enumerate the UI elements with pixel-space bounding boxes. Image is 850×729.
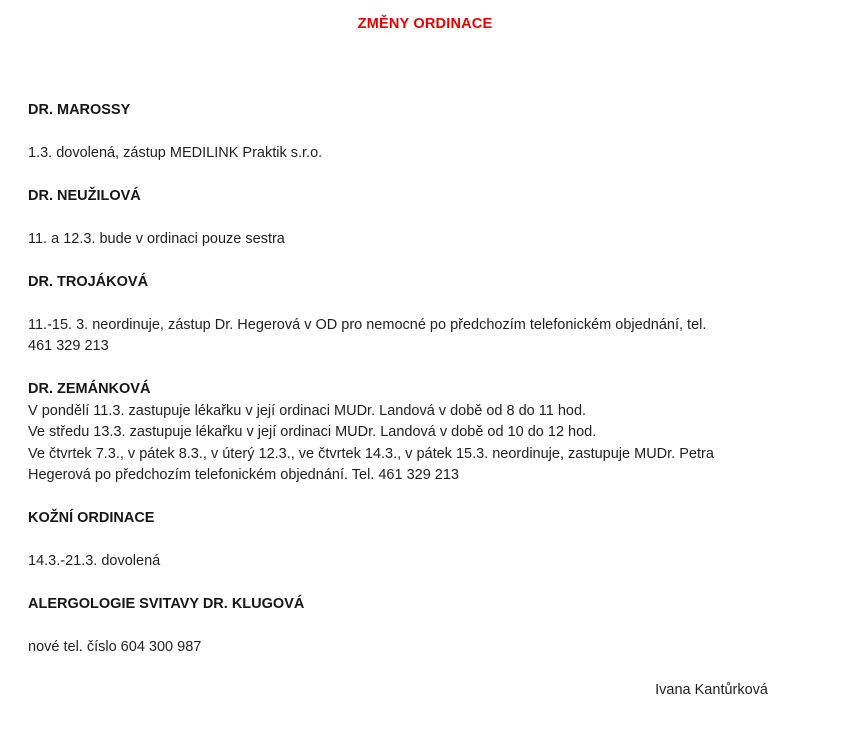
- section-text-line: 1.3. dovolená, zástup MEDILINK Praktik s.r.o.: [28, 144, 323, 161]
- section-kozni-ordinace: [28, 508, 822, 573]
- section-text-line: 14.3.-21.3. dovolená: [28, 553, 161, 569]
- section-heading: ALERGOLOGIE SVITAVY DR. KLUGOVÁ: [28, 596, 305, 612]
- section-dr-trojakova: [28, 272, 822, 358]
- section-text-line: 11.-15. 3. neordinuje, zástup Dr. Hegerová v OD pro nemocné po předchozím telefonickém objednání, tel.: [28, 316, 707, 333]
- document-title: ZMĚNY ORDINACE: [357, 16, 493, 32]
- section-dr-marossy: [28, 100, 822, 165]
- section-heading: DR. ZEMÁNKOVÁ: [28, 381, 151, 397]
- section-text-line: 11. a 12.3. bude v ordinaci pouze sestra: [28, 230, 285, 247]
- section-heading: DR. MAROSSY: [28, 101, 131, 118]
- section-text-line: Ve středu 13.3. zastupuje lékařku v její ordinaci MUDr. Landová v době od 10 do 12 hod.: [28, 424, 597, 440]
- section-dr-neuzilova: [28, 186, 822, 251]
- section-text-line: nové tel. číslo 604 300 987: [28, 639, 202, 655]
- section-text-line: Ve čtvrtek 7.3., v pátek 8.3., v úterý 12.3., ve čtvrtek 14.3., v pátek 15.3. neordinuje, zastupuje MUDr. Petra: [28, 445, 714, 462]
- section-heading: KOŽNÍ ORDINACE: [28, 510, 155, 526]
- section-text-line: V pondělí 11.3. zastupuje lékařku v její ordinaci MUDr. Landová v době od 8 do 11 hod.: [28, 402, 587, 419]
- signature-name: Ivana Kantůrková: [655, 682, 768, 698]
- section-dr-zemankova: [28, 379, 822, 487]
- section-text-line: Hegerová po předchozím telefonickém objednání. Tel. 461 329 213: [28, 467, 459, 483]
- section-heading: DR. NEUŽILOVÁ: [28, 187, 141, 204]
- section-heading: DR. TROJÁKOVÁ: [28, 273, 149, 290]
- section-text-line: 461 329 213: [28, 338, 109, 354]
- section-alergologie-svitavy: [28, 594, 822, 659]
